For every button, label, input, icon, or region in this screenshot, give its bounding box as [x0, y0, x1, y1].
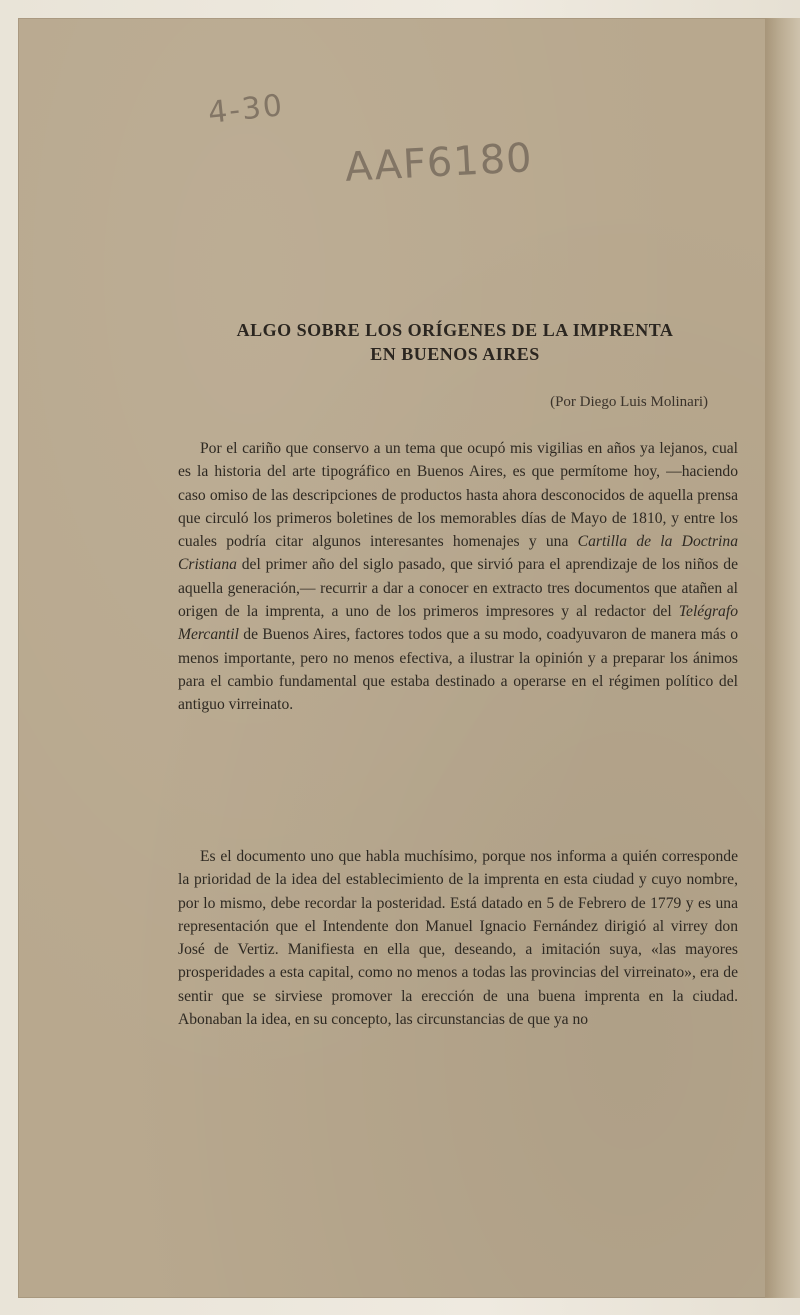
article-author: (Por Diego Luis Molinari) — [550, 394, 708, 410]
paragraph-1-text-a: Por el cariño que conservo a un tema que ocupó mis vigilias en años ya lejanos, cual es la historia del arte tipográfico en Buenos Aires, es que permítome hoy, —haciendo caso omiso de las descripciones de productos hasta ahora desconocidos de aquella prensa que circuló los primeros boletines de los memorables días de Mayo de 1810, y entre los cuales podría citar algunos interesantes homenajes y una — [178, 440, 738, 551]
article-title-line-1: ALGO SOBRE LOS ORÍGENES DE LA IMPRENTA — [236, 320, 674, 340]
paragraph-1-italic-title-telegrafo: Telégrafo Mercantil — [178, 603, 738, 644]
next-page-edge — [765, 18, 800, 1298]
handwritten-catalog-number: AAF6180 — [343, 135, 534, 191]
handwritten-annotation: 4-30 — [206, 88, 286, 131]
paragraph-1-text-c: de Buenos Aires, factores todos que a su modo, coadyuvaron de manera más o menos importante, pero no menos efectiva, a ilustrar la opinión y a preparar los ánimos para el cambio fundamental que estaba destinado a operarse en el régimen político del antiguo virreinato. — [178, 626, 738, 714]
article-title-line-2: EN BUENOS AIRES — [370, 344, 540, 364]
paragraph-1-italic-title-cartilla: Cartilla de la Doctrina Cristiana — [178, 533, 738, 574]
paragraph-1-text-b: del primer año del siglo pasado, que sirvió para el aprendizaje de los niños de aquella generación,— recurrir a dar a conocer en extracto tres documentos que atañen al origen de la imprenta, a uno de los primeros impresores y al redactor del — [178, 556, 738, 621]
paragraph-1 — [178, 437, 738, 717]
paragraph-2: Es el documento uno que habla muchísimo, porque nos informa a quién corresponde la prioridad de la idea del establecimiento de la imprenta en esta ciudad y cuyo nombre, por lo mismo, debe recordar la posteridad. Está datado en 5 de Febrero de 1779 y es una representación que el Intendente don Manuel Ignacio Fernández dirigió al virrey don José de Vertiz. Manifiesta en ella que, deseando, a imitación suya, «las mayores prosperidades a esta capital, como no menos a todas las provincias del virreinato», era de sentir que se sirviese promover la erección de una buena imprenta en la ciudad. Abonaban la idea, en su concepto, las circunstancias de que ya no — [178, 848, 738, 1029]
